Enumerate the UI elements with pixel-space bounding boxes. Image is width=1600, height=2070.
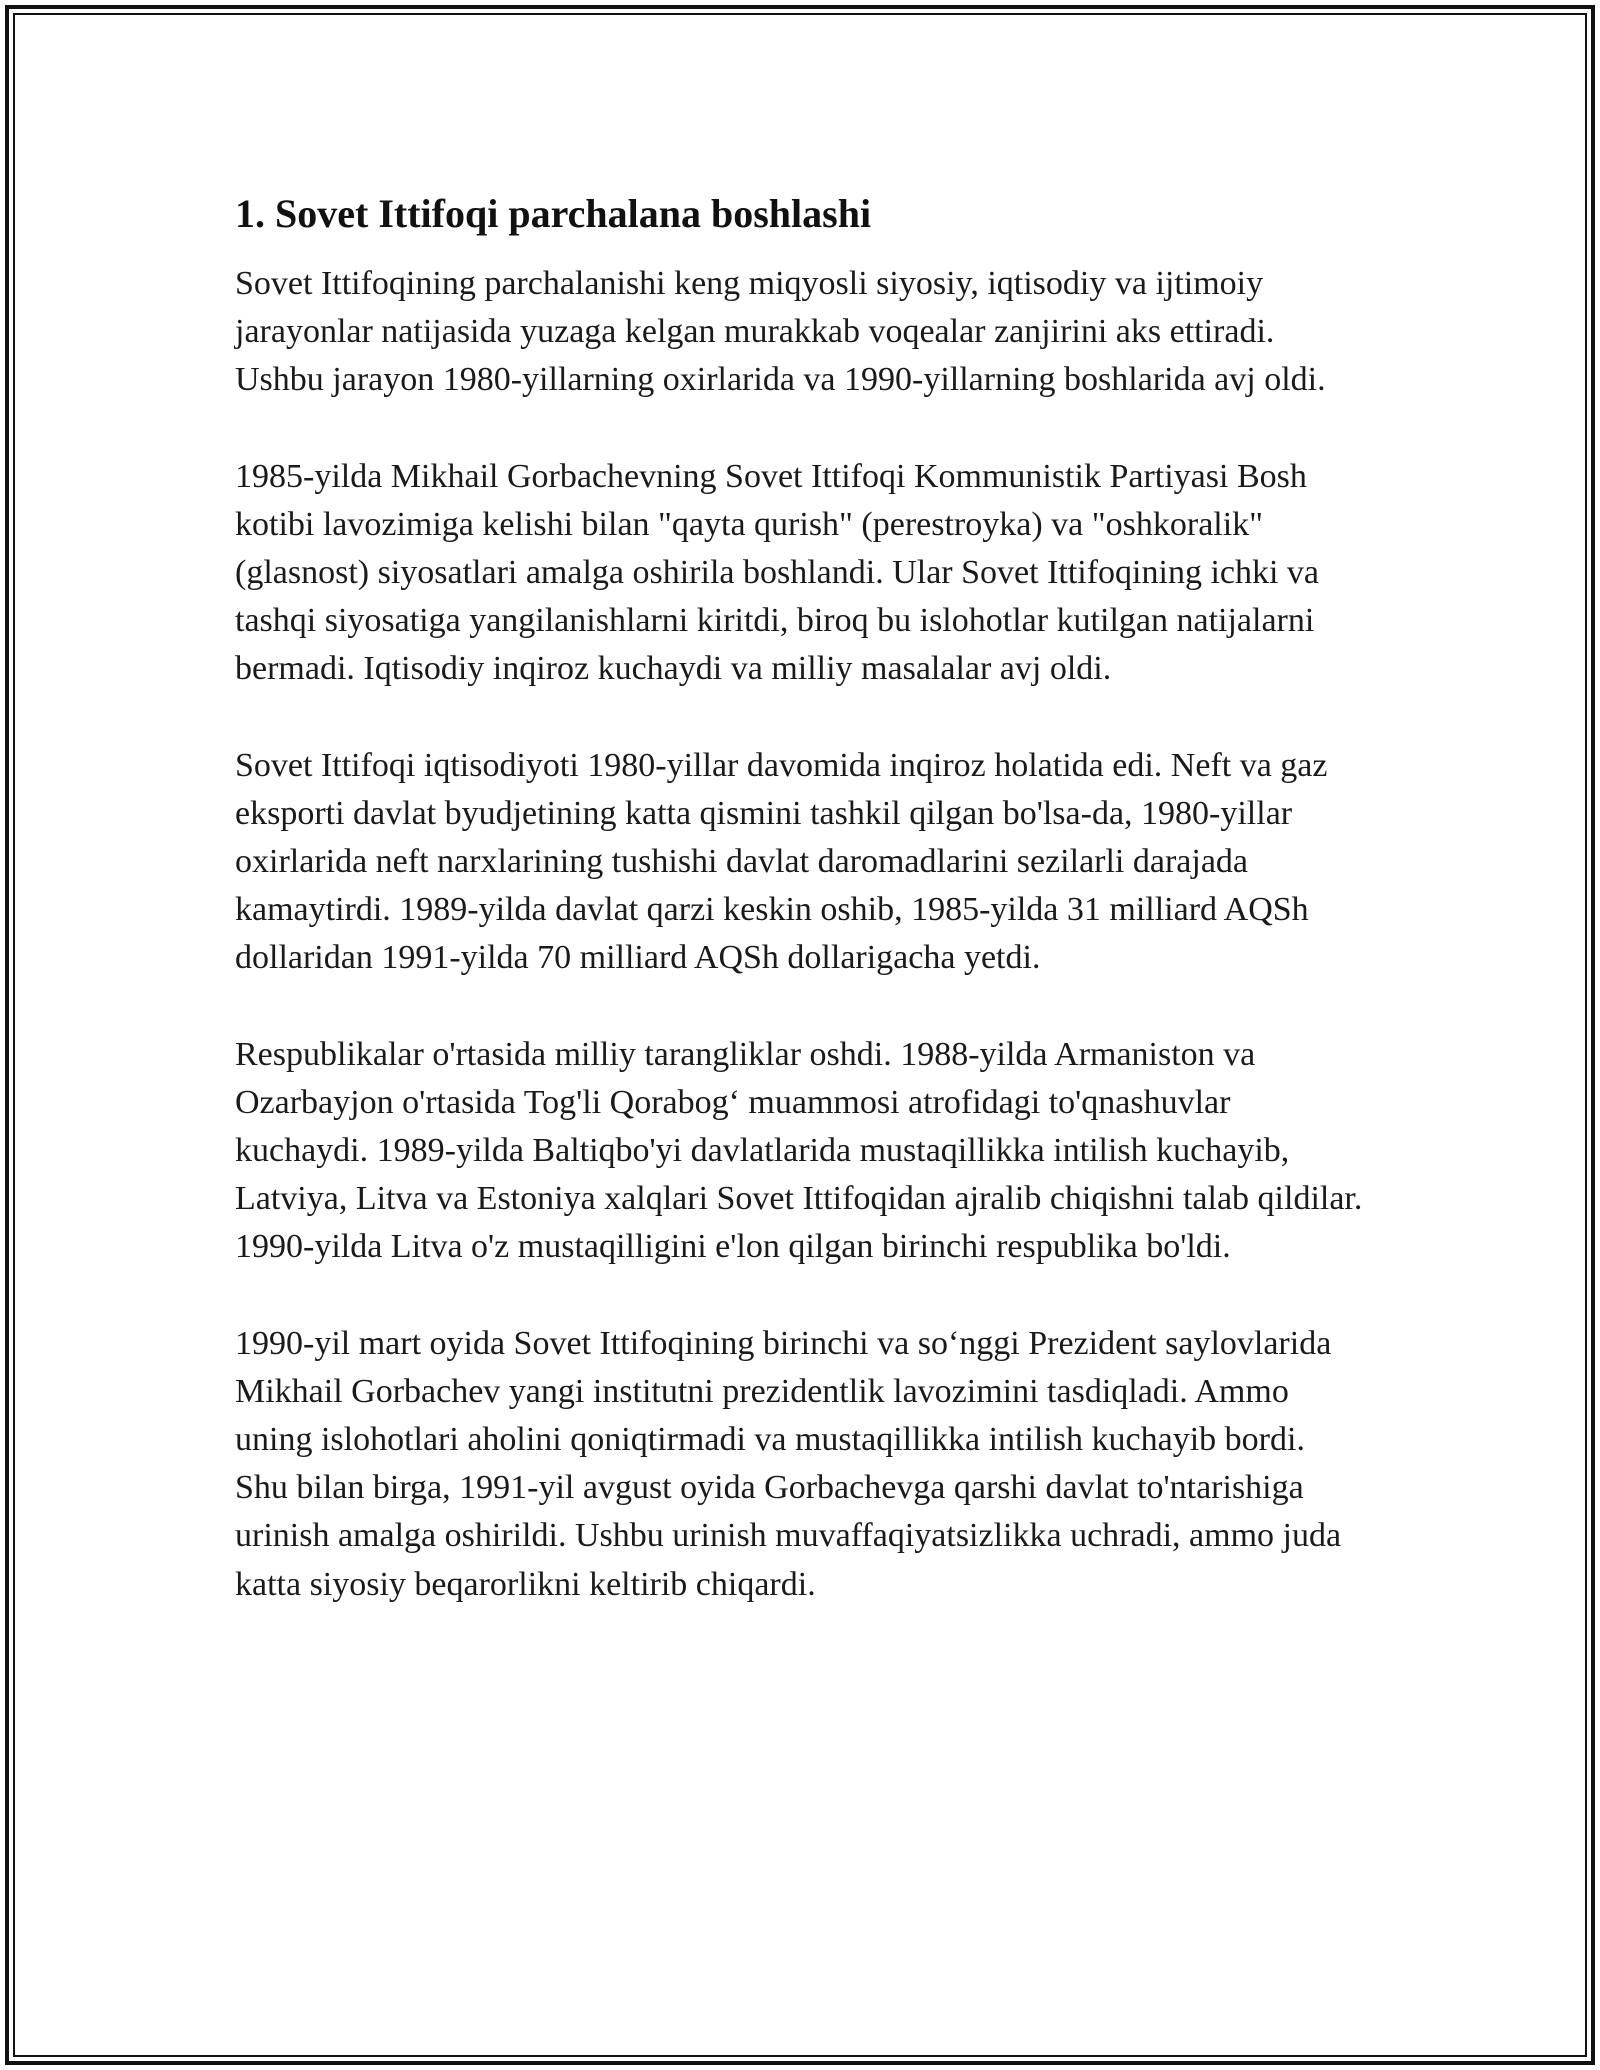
paragraph-national-tensions: Respublikalar o'rtasida milliy tarangliklar oshdi. 1988-yilda Armaniston va Ozarbayjon o'rtasida Tog'li Qorabog‘ muammosi atrofidagi to'qnashuvlar kuchaydi. 1989-yilda Baltiqbo'yi davlatlarida mustaqillikka intilish kuchayib, Latviya, Litva va Estoniya xalqlari Sovet Ittifoqidan ajralib chiqishni talab qildilar. 1990-yilda Litva o'z mustaqilligini e'lon qilgan birinchi respublika bo'ldi. bbox=[235, 1035, 1363, 1266]
paragraph-intro: Sovet Ittifoqining parchalanishi keng miqyosli siyosiy, iqtisodiy va ijtimoiy jarayonlar natijasida yuzaga kelgan murakkab voqealar zanjirini aks ettiradi. Ushbu jarayon 1980-yillarning oxirlarida va 1990-yillarning boshlarida avj oldi. bbox=[235, 265, 1326, 399]
section-heading: 1. Sovet Ittifoqi parchalana boshlashi bbox=[235, 191, 872, 236]
paragraph-presidency: 1990-yil mart oyida Sovet Ittifoqining birinchi va so‘nggi Prezident saylovlarida Mikhail Gorbachev yangi institutni prezidentlik lavozimini tasdiqladi. Ammo uning islohotlari aholini qoniqtirmadi va mustaqillikka intilish kuchayib bordi. Shu bilan birga, 1991-yil avgust oyida Gorbachevga qarshi davlat to'ntarishiga urinish amalga oshirildi. Ushbu urinish muvaffaqiyatsizlikka uchradi, ammo juda katta siyosiy beqarorlikni keltirib chiqardi. bbox=[235, 1324, 1342, 1603]
paragraph-perestroika: 1985-yilda Mikhail Gorbachevning Sovet Ittifoqi Kommunistik Partiyasi Bosh kotibi lavozimiga kelishi bilan "qayta qurish" (perestroyka) va "oshkoralik" (glasnost) siyosatlari amalga oshirila boshlandi. Ular Sovet Ittifoqining ichki va tashqi siyosatiga yangilanishlarni kiritdi, biroq bu islohotlar kutilgan natijalarni bermadi. Iqtisodiy inqiroz kuchaydi va milliy masalalar avj oldi. bbox=[235, 457, 1320, 688]
paragraph-economy: Sovet Ittifoqi iqtisodiyoti 1980-yillar davomida inqiroz holatida edi. Neft va gaz eksporti davlat byudjetining katta qismini tashkil qilgan bo'lsa-da, 1980-yillar oxirlarida neft narxlarining tushishi davlat daromadlarini sezilarli darajada kamaytirdi. 1989-yilda davlat qarzi keskin oshib, 1985-yilda 31 milliard AQSh dollaridan 1991-yilda 70 milliard AQSh dollarigacha yetdi. bbox=[235, 746, 1328, 977]
document-body bbox=[235, 188, 1365, 1657]
